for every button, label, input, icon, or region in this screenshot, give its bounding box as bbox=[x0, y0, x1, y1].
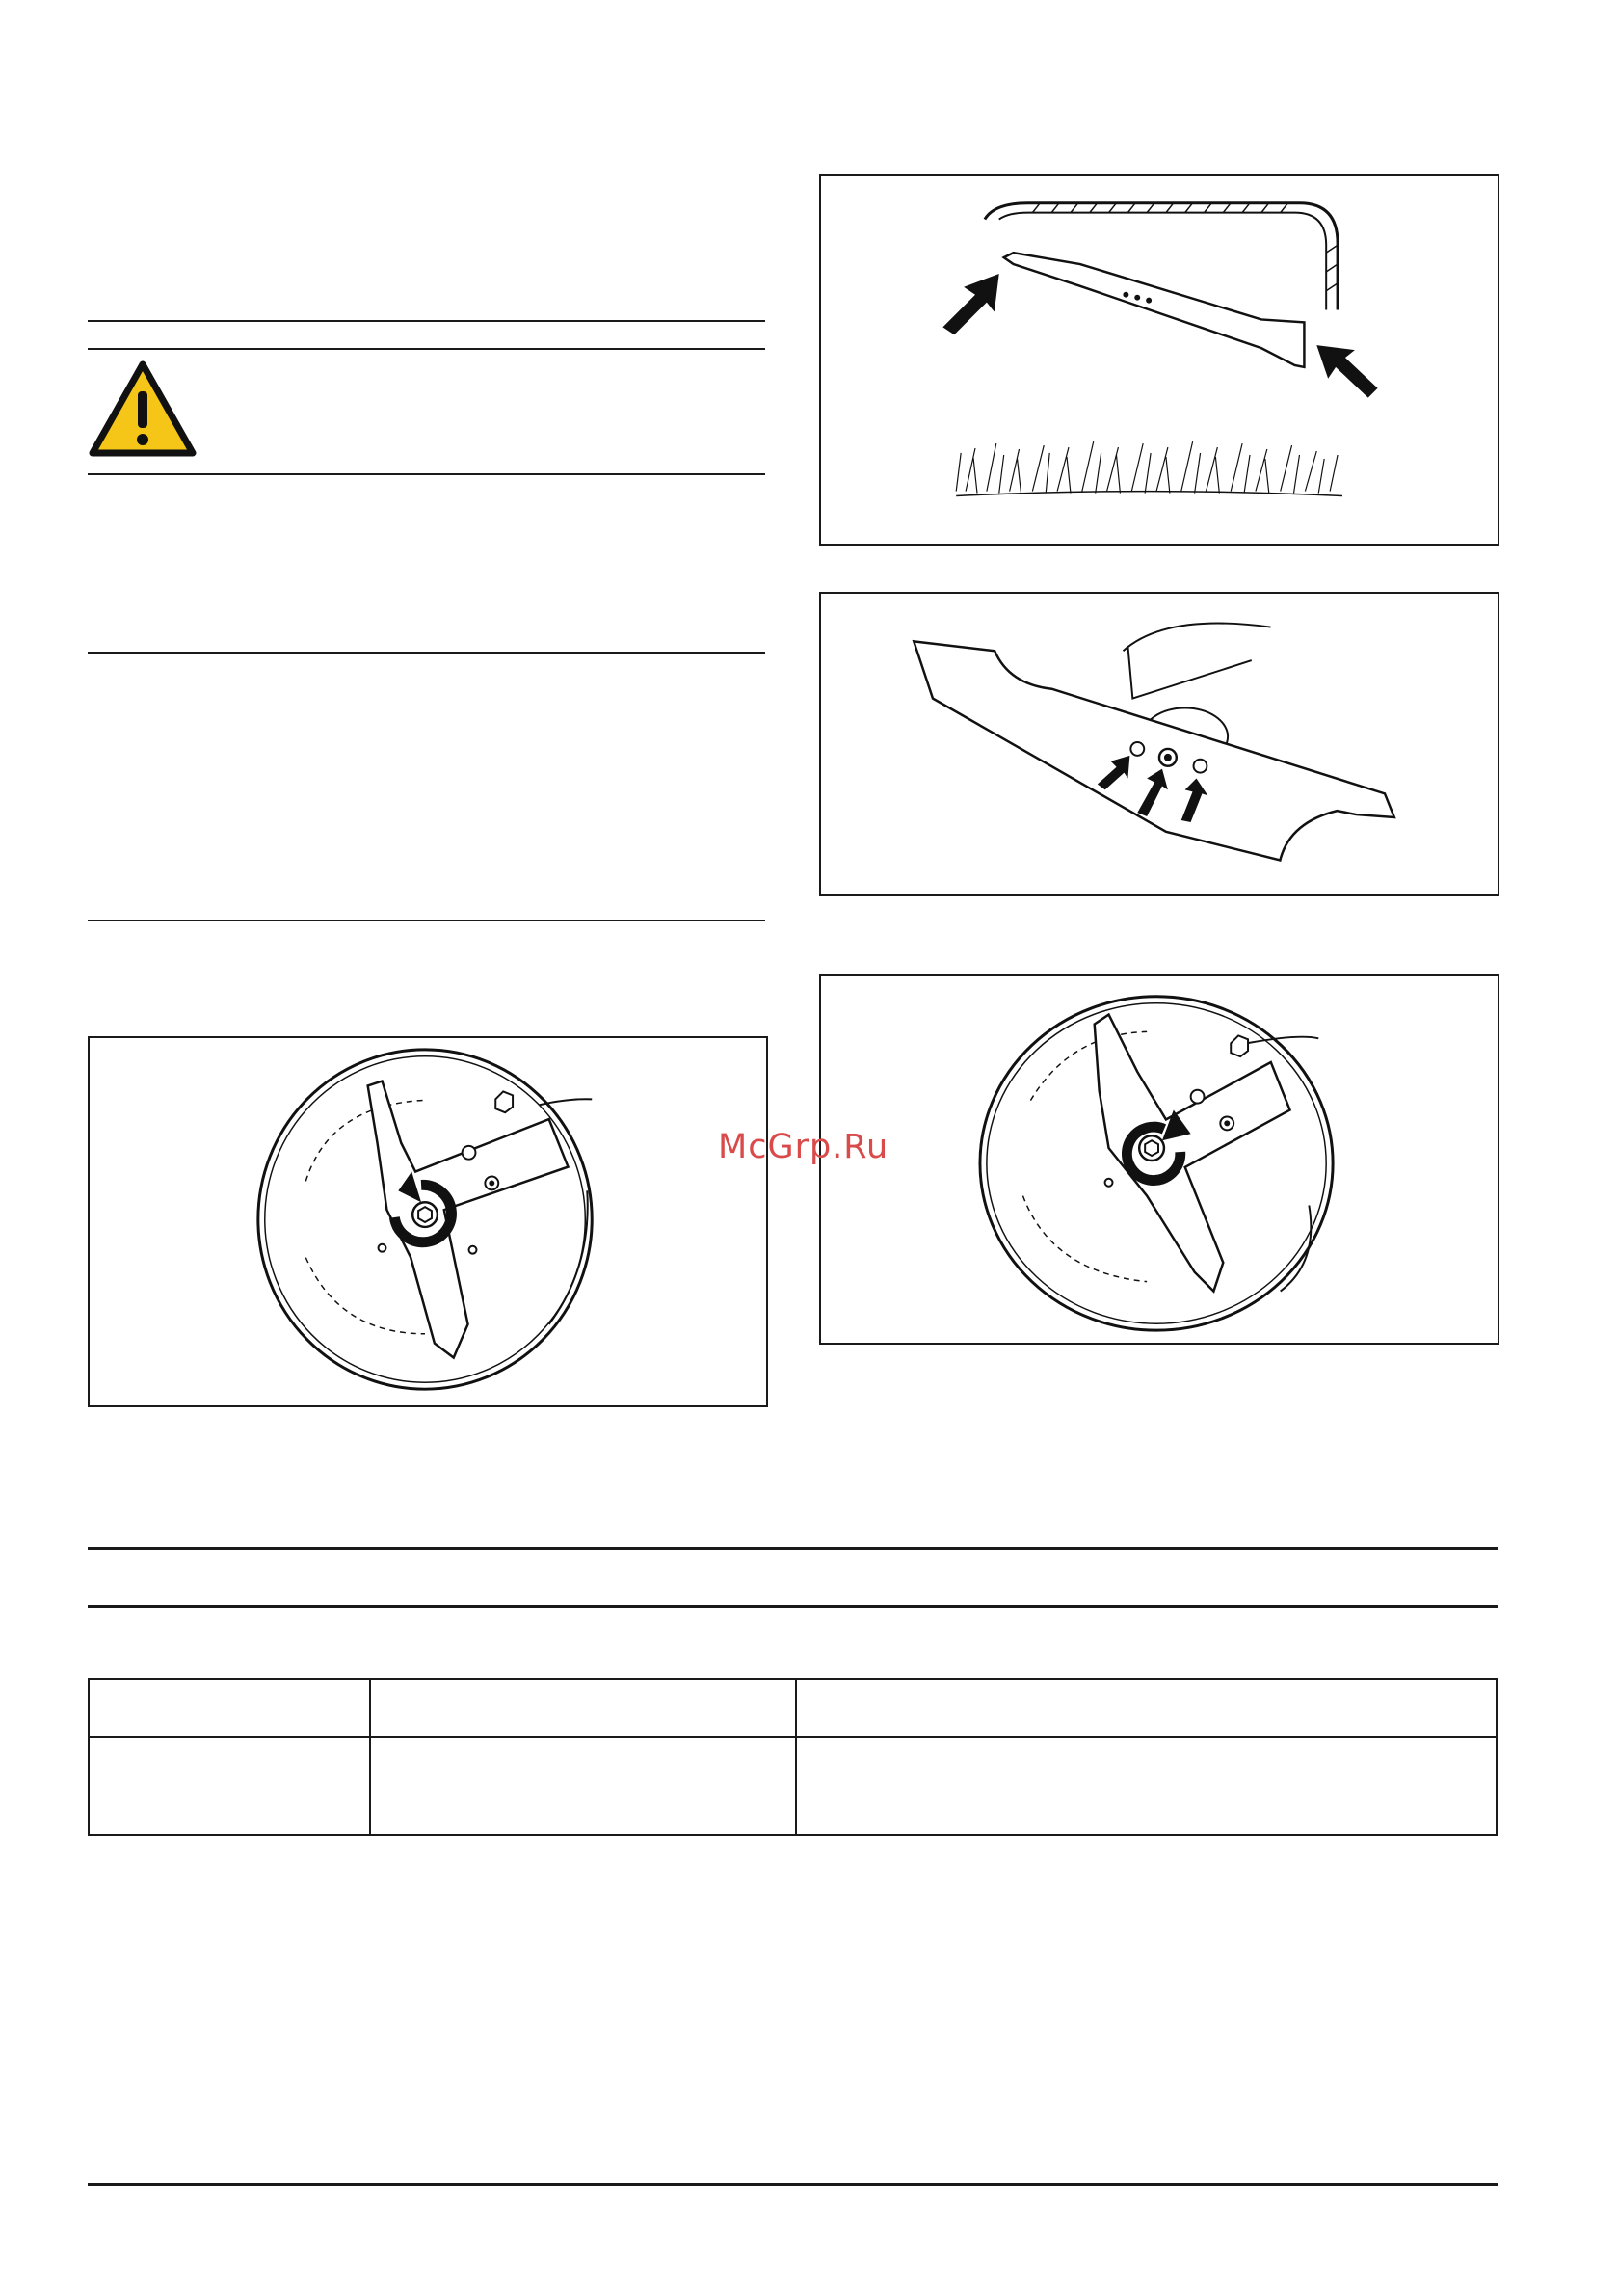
spec-table bbox=[88, 1678, 1498, 1836]
footer-rule bbox=[88, 2183, 1498, 2186]
watermark: McGrp.Ru bbox=[718, 1128, 889, 1166]
table-cell bbox=[796, 1737, 1497, 1835]
warning-triangle-icon bbox=[87, 359, 199, 459]
figure-blade-loosen bbox=[88, 1036, 768, 1407]
table-cell bbox=[370, 1737, 796, 1835]
black-arrow-icon bbox=[942, 274, 998, 334]
black-arrow-icon bbox=[1316, 345, 1377, 397]
table-cell bbox=[89, 1679, 370, 1737]
figure-blade-mounting bbox=[819, 592, 1499, 896]
table-cell bbox=[370, 1679, 796, 1737]
section-rule-2 bbox=[88, 920, 765, 921]
figure-blade-balance bbox=[819, 174, 1499, 546]
warning-box-top-rule bbox=[88, 348, 765, 350]
table-row bbox=[89, 1679, 1497, 1737]
section-heading-bottom-rule bbox=[88, 1605, 1498, 1608]
figure-blade-tighten bbox=[819, 974, 1499, 1345]
section-heading-top-rule bbox=[88, 1547, 1498, 1550]
table-cell bbox=[89, 1737, 370, 1835]
table-row bbox=[89, 1737, 1497, 1835]
warning-box-bottom-rule bbox=[88, 473, 765, 475]
table-cell bbox=[796, 1679, 1497, 1737]
section-rule-1 bbox=[88, 652, 765, 654]
warning-top-rule bbox=[88, 320, 765, 322]
